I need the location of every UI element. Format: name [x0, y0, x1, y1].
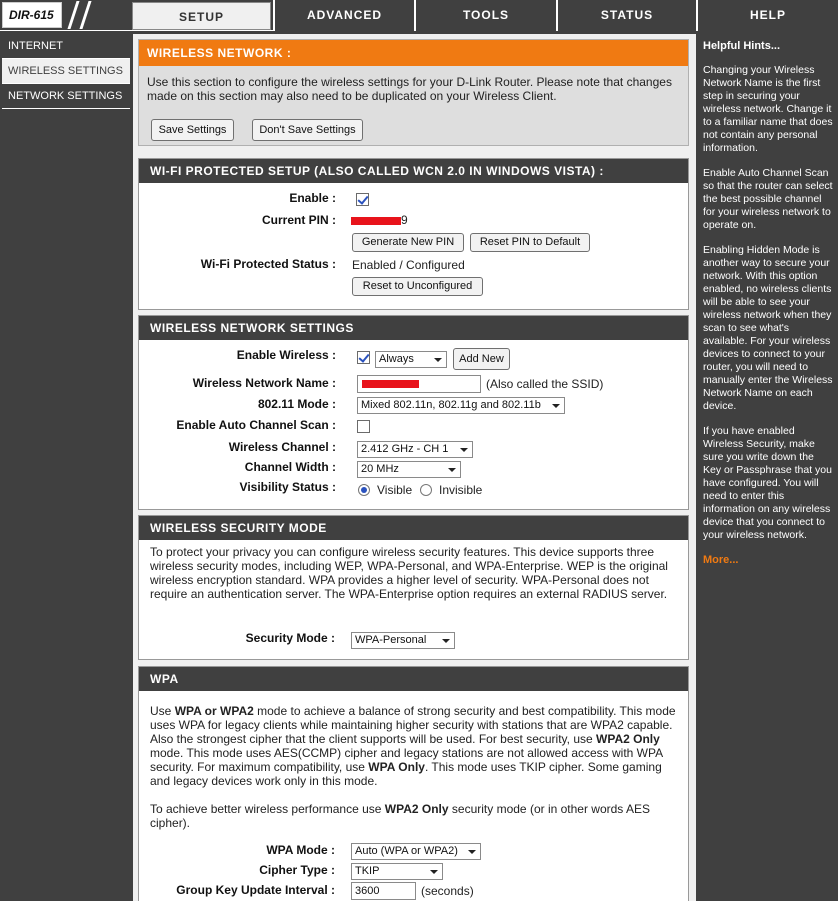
wpa-text-bold: WPA or WPA2 — [174, 704, 254, 718]
intro-description: Use this section to configure the wireless settings for your D-Link Router. Please note that changes made on this section may also need to be duplicated on your Wireless Client. — [147, 75, 672, 103]
model-logo: DIR-615 — [2, 2, 62, 28]
sidebar-item-internet[interactable]: INTERNET — [8, 40, 63, 52]
reset-to-unconfigured-button[interactable]: Reset to Unconfigured — [352, 277, 483, 296]
helpful-hints-panel — [698, 34, 838, 901]
hint-paragraph: Enabling Hidden Mode is another way to secure your network. With this option enabled, no wireless clients will be able to see your wireless network when they scan to see what's available. For your wireless devices to connect to your router, you will need to manually enter the Wireless Network Name on each device. — [703, 244, 833, 412]
hints-title: Helpful Hints... — [703, 40, 780, 52]
section-title: WPA — [139, 667, 688, 691]
group-key-interval-label: Group Key Update Interval : — [176, 883, 335, 897]
wpa-description — [139, 691, 688, 788]
visibility-status-label: Visibility Status : — [239, 480, 336, 494]
chevron-down-icon — [468, 850, 476, 854]
tab-status[interactable]: STATUS — [556, 0, 696, 31]
wireless-mode-select-value: Mixed 802.11n, 802.11g and 802.11b — [361, 399, 541, 411]
hint-paragraph: Changing your Wireless Network Name is the first step in securing your wireless network. Change it to a familiar name that does not contain any personal information. — [703, 64, 833, 154]
hint-paragraph: Enable Auto Channel Scan so that the router can select the best possible channel for your wireless network to operate on. — [703, 167, 833, 231]
generate-new-pin-button[interactable]: Generate New PIN — [352, 233, 464, 252]
wpa-text-fragment: security mode (or in other words AES cipher). — [150, 802, 650, 830]
wpa-text-bold: WPA2 Only — [384, 802, 449, 816]
pin-redaction — [351, 217, 401, 225]
wpa-mode-select-value: Auto (WPA or WPA2) — [355, 845, 458, 857]
wps-section — [138, 158, 689, 310]
tab-setup[interactable]: SETUP — [132, 2, 271, 30]
invisible-radio[interactable] — [420, 484, 432, 496]
save-settings-button[interactable]: Save Settings — [151, 119, 234, 141]
current-pin-value: 9 — [401, 213, 408, 227]
wps-status-value: Enabled / Configured — [352, 258, 465, 272]
channel-width-select[interactable] — [357, 461, 461, 478]
wpa-text-fragment: . This mode uses TKIP cipher. Some gaming and legacy devices work only in this mode. — [150, 760, 662, 788]
wpa-performance-note — [139, 788, 688, 830]
cipher-type-label: Cipher Type : — [259, 863, 335, 877]
wpa-text-fragment: mode to achieve a balance of strong security and best compatibility. This mode uses WPA for legacy clients while maintaining higher security with stations that are WPA2 capable. Also the strongest cipher that the client supports will be used. For best security, use — [150, 704, 676, 746]
section-title: WI-FI PROTECTED SETUP (ALSO CALLED WCN 2.0 IN WINDOWS VISTA) : — [139, 159, 688, 183]
security-mode-description: To protect your privacy you can configure wireless security features. This device supports three wireless security modes, including WEP, WPA-Personal, and WPA-Enterprise. WEP is the original wireless encryption standard. WPA provides a higher level of security. WPA-Personal does not require an authentication server. The WPA-Enterprise option requires an external RADIUS server. — [150, 545, 668, 601]
wps-enable-checkbox[interactable] — [356, 193, 369, 206]
wireless-mode-label: 802.11 Mode : — [257, 397, 336, 411]
wps-status-label: Wi-Fi Protected Status : — [200, 257, 336, 271]
wireless-mode-select[interactable] — [357, 397, 565, 414]
main-content — [133, 34, 696, 901]
channel-width-select-value: 20 MHz — [361, 463, 399, 475]
logo-slash-decoration — [79, 1, 91, 29]
current-pin-label: Current PIN : — [261, 213, 336, 227]
visible-radio[interactable] — [358, 484, 370, 496]
hint-paragraph: If you have enabled Wireless Security, make sure you write down the Key or Passphrase that you have configured. You will need to enter this information on any wireless device that you connect to your wireless network. — [703, 425, 832, 541]
add-new-schedule-button[interactable]: Add New — [453, 348, 510, 370]
invisible-radio-label: Invisible — [439, 483, 483, 497]
cipher-type-select-value: TKIP — [355, 865, 380, 877]
wps-enable-label: Enable : — [289, 191, 336, 205]
wireless-channel-label: Wireless Channel : — [228, 440, 336, 454]
section-title: WIRELESS NETWORK SETTINGS — [139, 316, 688, 340]
sidebar — [0, 34, 132, 901]
ssid-redaction — [362, 380, 419, 388]
wpa-text-fragment: Use — [150, 704, 175, 718]
security-mode-label: Security Mode : — [245, 631, 335, 645]
ssid-note: (Also called the SSID) — [486, 377, 604, 391]
auto-channel-scan-checkbox[interactable] — [357, 420, 370, 433]
schedule-select-value: Always — [379, 353, 414, 365]
wireless-security-mode-section — [138, 515, 689, 660]
group-key-interval-unit: (seconds) — [421, 884, 474, 898]
schedule-select[interactable] — [375, 351, 447, 368]
auto-channel-scan-label: Enable Auto Channel Scan : — [176, 418, 336, 432]
security-mode-select-value: WPA-Personal — [355, 634, 427, 646]
wireless-channel-select[interactable] — [357, 441, 473, 458]
enable-wireless-checkbox[interactable] — [357, 351, 370, 364]
chevron-down-icon — [460, 448, 468, 452]
wireless-network-settings-section — [138, 315, 689, 510]
chevron-down-icon — [442, 639, 450, 643]
wpa-section — [138, 666, 689, 901]
security-mode-select[interactable] — [351, 632, 455, 649]
visible-radio-label: Visible — [377, 483, 413, 497]
channel-width-label: Channel Width : — [244, 460, 336, 474]
chevron-down-icon — [448, 468, 456, 472]
wireless-network-name-input[interactable] — [357, 375, 481, 393]
tab-advanced[interactable]: ADVANCED — [273, 0, 414, 31]
chevron-down-icon — [434, 358, 442, 362]
wpa-text-bold: WPA Only — [368, 760, 425, 774]
section-title: WIRELESS NETWORK : — [139, 40, 688, 66]
wpa-mode-label: WPA Mode : — [266, 843, 335, 857]
wpa-mode-select[interactable] — [351, 843, 481, 860]
wpa-text-fragment: To achieve better wireless performance use — [150, 802, 385, 816]
top-navigation-bar — [0, 0, 838, 31]
chevron-down-icon — [552, 404, 560, 408]
more-hints-link[interactable]: More... — [703, 554, 739, 566]
cipher-type-select[interactable] — [351, 863, 443, 880]
sidebar-item-wireless-settings[interactable]: WIRELESS SETTINGS — [2, 59, 130, 83]
section-title: WIRELESS SECURITY MODE — [139, 516, 688, 540]
wireless-channel-select-value: 2.412 GHz - CH 1 — [361, 443, 449, 455]
logo-slash-decoration — [67, 1, 79, 29]
wpa-text-bold: WPA2 Only — [596, 732, 660, 746]
reset-pin-button[interactable]: Reset PIN to Default — [470, 233, 590, 252]
tab-tools[interactable]: TOOLS — [414, 0, 556, 31]
enable-wireless-label: Enable Wireless : — [236, 348, 336, 362]
wireless-network-name-label: Wireless Network Name : — [192, 376, 336, 390]
dont-save-settings-button[interactable]: Don't Save Settings — [252, 119, 363, 141]
tab-help[interactable]: HELP — [696, 0, 838, 31]
sidebar-item-network-settings[interactable]: NETWORK SETTINGS — [8, 90, 123, 102]
chevron-down-icon — [430, 870, 438, 874]
wpa-text-fragment: mode. This mode uses AES(CCMP) cipher and legacy stations are not allowed access with WPA security. For maximum compatibility, use — [150, 746, 663, 774]
wireless-network-intro-section — [138, 39, 689, 146]
group-key-interval-input[interactable]: 3600 — [351, 882, 416, 900]
sidebar-divider — [2, 108, 130, 109]
